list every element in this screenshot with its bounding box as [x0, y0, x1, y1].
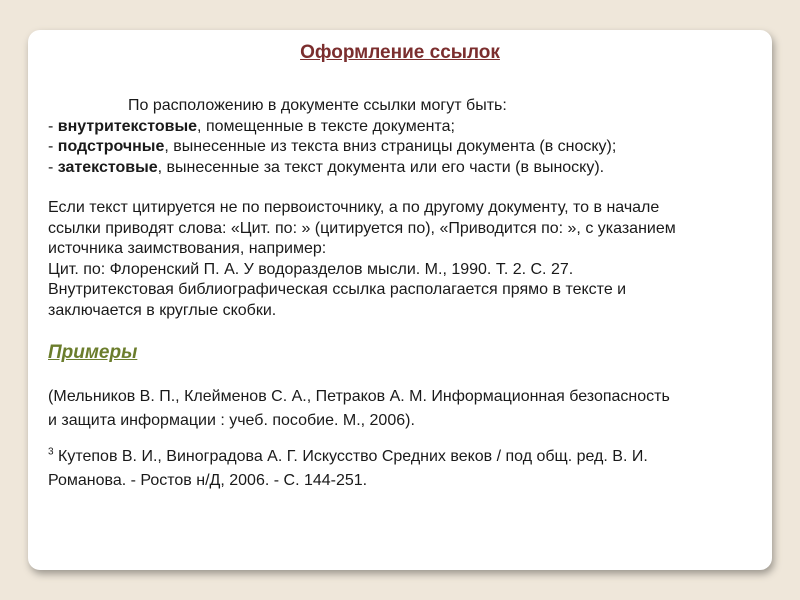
- list-item: [48, 158, 752, 179]
- list-rest: , вынесенные из текста вниз страницы документа (в сноску);: [164, 138, 617, 155]
- spacer: [48, 321, 752, 341]
- spacer: [48, 433, 752, 445]
- footnote-number: 3: [48, 446, 54, 458]
- list-rest: , вынесенные за текст документа или его части (в выноску).: [157, 158, 605, 176]
- example-text: Кутепов В. И., Виноградова А. Г. Искусство Средних веков / под общ. ред. В. И.: [53, 448, 648, 465]
- paragraph-line: Если текст цитируется не по первоисточнику, а по другому документу, то в начале: [48, 199, 660, 216]
- example-line: [48, 445, 752, 469]
- intro-text: По расположению в документе ссылки могут быть:: [128, 97, 507, 114]
- examples-title: Примеры: [48, 342, 138, 363]
- paragraph-line: источника заимствования, например:: [48, 240, 327, 257]
- paragraph-line: Цит. по: Флоренский П. А. У водоразделов мысли. М., 1990. Т. 2. С. 27.: [48, 260, 574, 278]
- spacer: [48, 365, 752, 385]
- list-item: [48, 117, 752, 138]
- list-prefix: -: [48, 117, 58, 135]
- paragraph-line: Внутритекстовая библиографическая ссылка располагается прямо в тексте и: [48, 281, 627, 298]
- example-line: (Мельников В. П., Клейменов С. А., Петраков А. М. Информационная безопасность: [48, 388, 670, 405]
- list-item: [48, 137, 752, 158]
- example-line: и защита информации : учеб. пособие. М., 2006).: [48, 412, 415, 429]
- list-term: затекстовые: [57, 158, 158, 176]
- list-prefix: -: [48, 138, 58, 155]
- list-term: внутритекстовые: [57, 117, 198, 135]
- list-prefix: -: [48, 158, 58, 176]
- slide-card: [28, 30, 772, 570]
- list-rest: , помещенные в тексте документа;: [197, 117, 455, 135]
- paragraph-line: ссылки приводят слова: «Цит. по: » (цитируется по), «Приводится по: », с указанием: [48, 219, 676, 237]
- slide-title: Оформление ссылок: [300, 42, 500, 63]
- example-line: Романова. - Ростов н/Д, 2006. - С. 144-251.: [48, 472, 368, 489]
- spacer: [48, 178, 752, 198]
- paragraph-line: заключается в круглые скобки.: [48, 301, 277, 319]
- list-term: подстрочные: [57, 138, 165, 155]
